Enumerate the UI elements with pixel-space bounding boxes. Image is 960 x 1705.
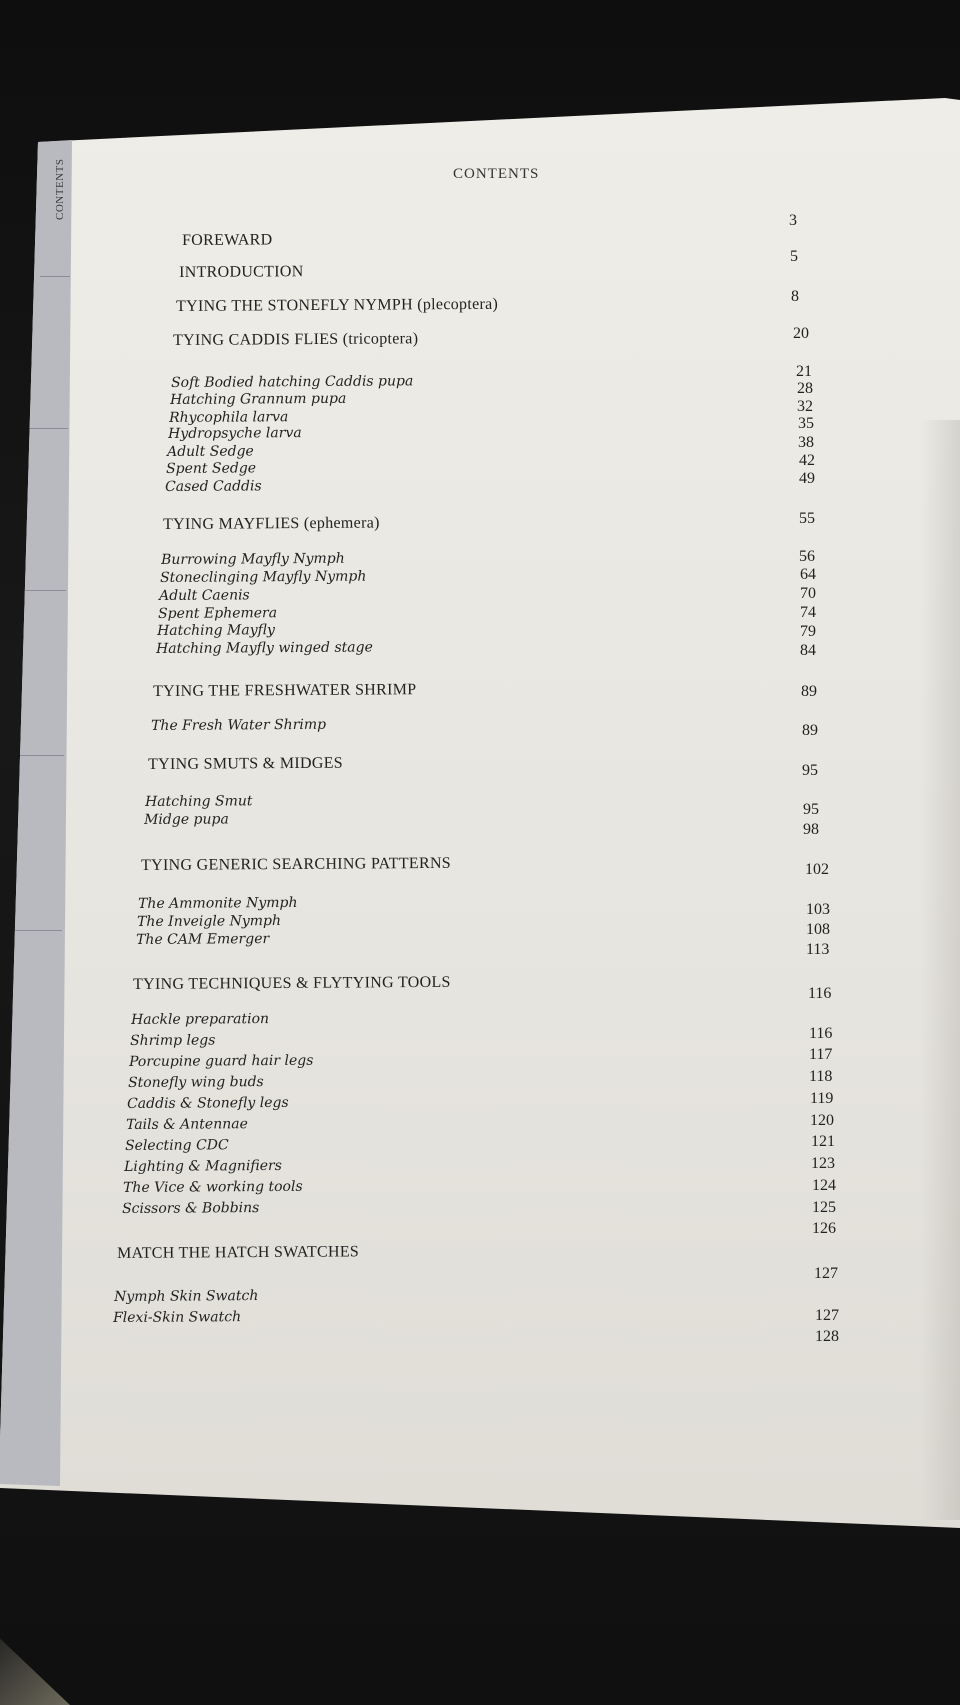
page-number: 127 <box>814 1265 838 1282</box>
toc-item: Stonefly wing buds <box>128 1074 264 1091</box>
toc-item: Soft Bodied hatching Caddis pupa <box>171 373 414 391</box>
page-number: 126 <box>812 1220 836 1237</box>
toc-item: Hackle preparation <box>131 1011 270 1028</box>
page-number: 79 <box>800 623 816 640</box>
page-title: CONTENTS <box>453 166 540 182</box>
page-number: 5 <box>790 248 798 265</box>
toc-item: Porcupine guard hair legs <box>129 1052 314 1070</box>
tab-label: CONTENTS <box>54 158 66 220</box>
page-number: 116 <box>809 1025 833 1042</box>
page-number: 89 <box>802 722 818 739</box>
page-number: 56 <box>799 548 815 565</box>
page-number: 103 <box>806 901 830 918</box>
toc-item: Adult Caenis <box>159 587 250 604</box>
toc-section-heading: TYING GENERIC SEARCHING PATTERNS <box>141 854 452 874</box>
page-number: 84 <box>800 642 816 659</box>
toc-section-heading: TYING THE FRESHWATER SHRIMP <box>153 681 417 700</box>
page-number: 120 <box>810 1112 834 1129</box>
page-number: 95 <box>802 762 818 779</box>
page-number: 121 <box>811 1133 835 1150</box>
toc-section-heading: TYING THE STONEFLY NYMPH (plecoptera) <box>176 295 499 315</box>
toc-item: Flexi-Skin Swatch <box>113 1309 242 1326</box>
toc-item: Scissors & Bobbins <box>122 1200 260 1217</box>
page-number: 128 <box>815 1328 839 1345</box>
page-number: 95 <box>803 801 819 818</box>
toc-item: Spent Sedge <box>166 460 257 477</box>
page-number: 127 <box>815 1307 839 1324</box>
toc-item: Hatching Smut <box>145 793 253 810</box>
page-number: 32 <box>797 398 813 415</box>
page-number: 3 <box>789 212 797 229</box>
toc-item: Shrimp legs <box>130 1032 216 1049</box>
page-number: 21 <box>796 363 812 380</box>
page-number: 64 <box>800 566 816 583</box>
toc-item: Burrowing Mayfly Nymph <box>161 550 345 568</box>
page-number: 28 <box>797 380 813 397</box>
toc-item: Caddis & Stonefly legs <box>127 1094 289 1112</box>
page-number: 117 <box>809 1046 833 1063</box>
page-number: 123 <box>811 1155 835 1172</box>
toc-section-heading: FOREWARD <box>182 231 273 249</box>
page-edge-shadow <box>920 420 960 1520</box>
toc-item: The Inveigle Nymph <box>137 912 282 930</box>
page-number: 38 <box>798 434 814 451</box>
page-number: 35 <box>798 415 814 432</box>
page-number: 125 <box>812 1199 836 1216</box>
page-number: 119 <box>810 1090 834 1107</box>
toc-item: Midge pupa <box>144 811 229 828</box>
page-number: 98 <box>803 821 819 838</box>
page-number: 49 <box>799 470 815 487</box>
page-number: 55 <box>799 510 815 527</box>
toc-item: The Fresh Water Shrimp <box>151 716 327 734</box>
toc-item: Hatching Grannum pupa <box>170 390 347 408</box>
page-number: 89 <box>801 683 817 700</box>
toc-item: The Vice & working tools <box>123 1178 303 1196</box>
page-number: 108 <box>806 921 830 938</box>
toc-item: The CAM Emerger <box>136 931 270 948</box>
toc-section-heading: INTRODUCTION <box>179 263 304 281</box>
toc-section-heading: TYING SMUTS & MIDGES <box>148 754 344 773</box>
toc-item: Hatching Mayfly <box>157 622 275 639</box>
page-number: 8 <box>791 288 799 305</box>
page-number: 70 <box>800 585 816 602</box>
toc-section-heading: MATCH THE HATCH SWATCHES <box>117 1243 360 1262</box>
toc-section-heading: TYING CADDIS FLIES (tricoptera) <box>173 330 419 349</box>
page-number: 113 <box>806 941 830 958</box>
toc-item: Hydropsyche larva <box>168 425 302 442</box>
page-number: 118 <box>809 1068 833 1085</box>
toc-item: Rhycophila larva <box>169 409 289 426</box>
toc-item: Stoneclinging Mayfly Nymph <box>160 568 367 586</box>
toc-item: Selecting CDC <box>125 1137 229 1154</box>
toc-item: The Ammonite Nymph <box>138 894 298 912</box>
page-number: 42 <box>799 452 815 469</box>
page-number: 116 <box>808 985 832 1002</box>
page-number: 124 <box>812 1177 836 1194</box>
toc-section-heading: TYING MAYFLIES (ephemera) <box>163 514 380 533</box>
toc-item: Spent Ephemera <box>158 605 278 622</box>
toc-section-heading: TYING TECHNIQUES & FLYTYING TOOLS <box>133 973 451 993</box>
page-number: 20 <box>793 325 809 342</box>
page-number: 102 <box>805 861 829 878</box>
toc-item: Lighting & Magnifiers <box>124 1157 282 1175</box>
toc-item: Cased Caddis <box>165 478 262 495</box>
toc-item: Hatching Mayfly winged stage <box>156 639 373 657</box>
toc-item: Nymph Skin Swatch <box>114 1287 259 1305</box>
toc-item: Tails & Antennae <box>126 1116 248 1133</box>
toc-item: Adult Sedge <box>167 443 254 460</box>
page-number: 74 <box>800 604 816 621</box>
